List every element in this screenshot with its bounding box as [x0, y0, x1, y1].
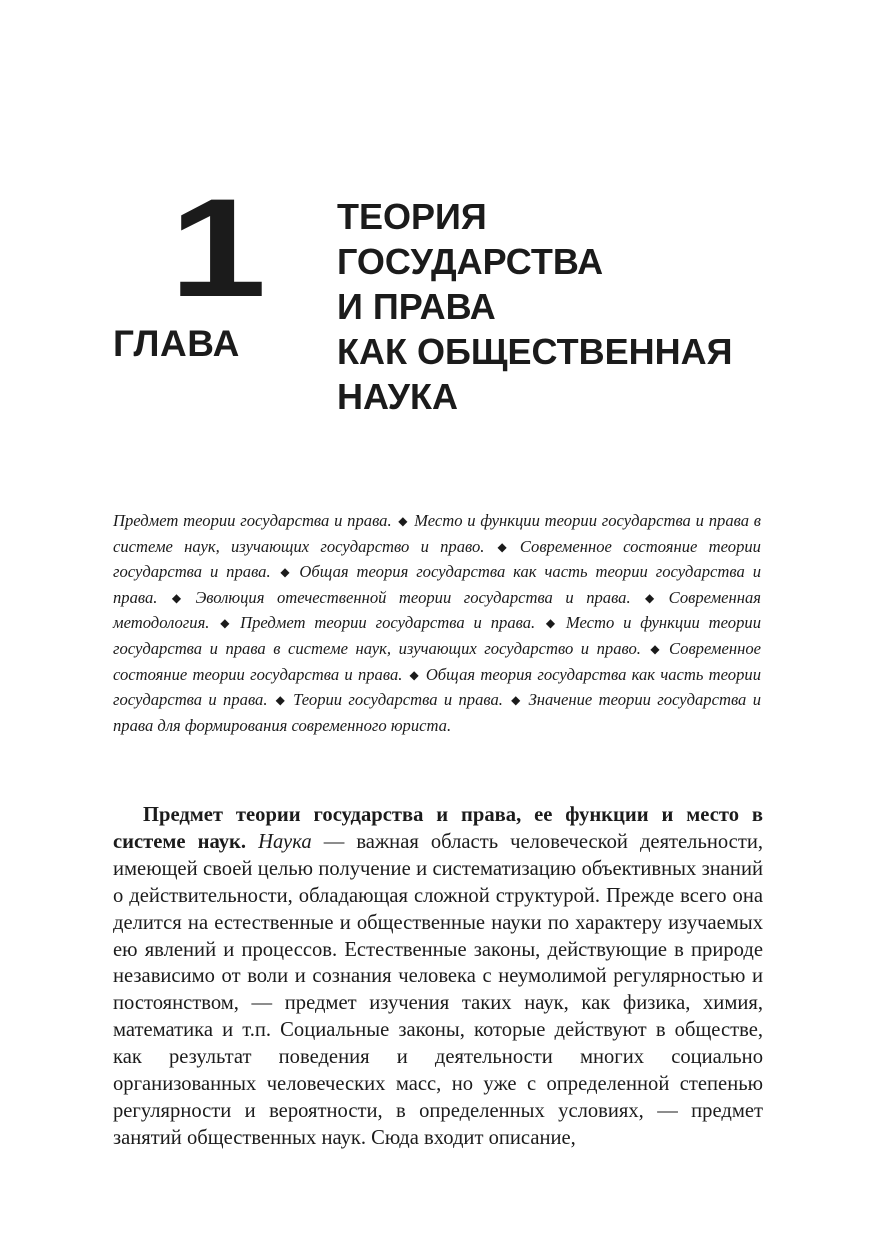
chapter-number: 1: [169, 169, 267, 326]
chapter-title-line: И ПРАВА: [337, 286, 496, 327]
chapter-title-line: НАУКА: [337, 376, 458, 417]
diamond-separator-icon: ◆: [646, 641, 663, 656]
summary-item: Место и функции теории государства и права в системе наук, изучающих государство и право.: [113, 511, 761, 556]
diamond-separator-icon: ◆: [636, 590, 663, 605]
summary-item: Общая теория государства как часть теории государства и права.: [113, 664, 761, 710]
diamond-separator-icon: ◆: [215, 616, 235, 631]
diamond-separator-icon: ◆: [541, 616, 560, 631]
summary-item: Теории государства и права.: [293, 690, 503, 710]
diamond-separator-icon: ◆: [276, 565, 294, 580]
paragraph-text: — важная область человеческой деятельности, имеющей своей целью получение и систематизацию объективных знаний о действительности, обладающая сложной структурой. Прежде всего она делится на естественные и общественные науки по характеру изучаемых ею явлений и процессов. Естественные законы, действующие в природе независимо от воли и сознания человека с неумолимой регулярностью и постоянством, — предмет изучения таких наук, как физика, химия, математика и т.п. Социальные законы, которые действуют в обществе, как результат поведения и деятельности многих социально организованных человеческих масс, но уже с определенной степенью регулярности и вероятности, в определенных условиях, — предмет занятий общественных наук. Сюда входит описание,: [113, 830, 763, 1149]
diamond-separator-icon: ◆: [408, 667, 420, 682]
chapter-title-line: ТЕОРИЯ: [337, 196, 487, 237]
chapter-summary: [113, 509, 761, 738]
summary-item: Современное состояние теории государства и права.: [113, 638, 762, 684]
summary-item: Общая теория государства как часть теории государства и права.: [113, 562, 761, 607]
diamond-separator-icon: ◆: [508, 693, 523, 708]
summary-item: Предмет теории государства и права.: [240, 613, 536, 633]
summary-item: Предмет теории государства и права.: [113, 511, 392, 530]
chapter-label: ГЛАВА: [113, 323, 240, 364]
summary-item: Современное состояние теории государства и права.: [113, 536, 761, 582]
diamond-separator-icon: ◆: [273, 693, 288, 708]
chapter-title-line: КАК ОБЩЕСТВЕННАЯ: [337, 331, 733, 372]
chapter-title-line: ГОСУДАРСТВА: [337, 241, 604, 282]
summary-item: Современная методология.: [113, 587, 761, 633]
summary-item: Место и функции теории государства и права в системе наук, изучающих государство и право.: [113, 613, 761, 658]
chapter-title: [337, 194, 757, 419]
term-emphasis: Наука: [258, 830, 312, 853]
diamond-separator-icon: ◆: [490, 539, 514, 554]
summary-item: Значение теории государства и права для формирования современного юриста.: [113, 690, 761, 735]
diamond-separator-icon: ◆: [163, 590, 190, 605]
section-heading: Предмет теории государства и права, ее функции и место в системе наук.: [113, 804, 763, 853]
summary-item: Эволюция отечественной теории государства и права.: [195, 587, 631, 607]
diamond-separator-icon: ◆: [397, 514, 409, 528]
body-paragraph: [113, 802, 763, 1152]
